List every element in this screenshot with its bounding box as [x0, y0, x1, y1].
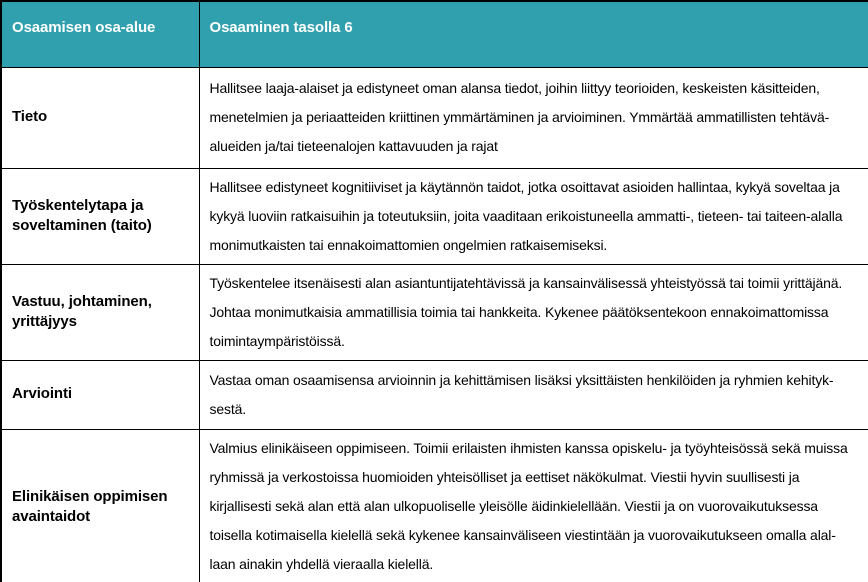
header-cell-level-6: Osaaminen tasolla 6: [199, 1, 868, 67]
header-row: [1, 1, 868, 67]
row-description-vastuu: Työskentelee itsenäisesti alan asiantuntijatehtävissä ja kansainvälisessä yhteistyössä tai toimii yrittäjänä. Johtaa monimutkaisia ammatillisia toimia tai hankkeita. Kykenee päätöksentekoon ennakoimattomissa toimintaympäristöissä.: [199, 264, 868, 360]
header-cell-competence-area: Osaamisen osa-alue: [1, 1, 199, 67]
row-description-arviointi: Vastaa oman osaamisensa arvioinnin ja kehittämisen lisäksi yksittäisten henkilöiden ja ryhmien kehityk-sestä.: [199, 360, 868, 429]
row-label-tyoskentelytapa: Työskentelytapa ja soveltaminen (taito): [1, 168, 199, 264]
row-label-vastuu: Vastuu, johtaminen, yrittäjyys: [1, 264, 199, 360]
table-row-arviointi: [1, 360, 868, 429]
table-row-vastuu: [1, 264, 868, 360]
row-description-tyoskentelytapa: Hallitsee edistyneet kognitiiviset ja käytännön taidot, jotka osoittavat asioiden hallintaa, kykyä soveltaa ja kykyä luoviin ratkaisuihin ja toteutuksiin, joita vaaditaan erikoistuneella ammatti-, tieteen- tai taiteen-alalla monimutkaisten tai ennakoimattomien ongelmien ratkaisemiseksi.: [199, 168, 868, 264]
row-label-elinikainen: Elinikäisen oppimisen avaintaidot: [1, 429, 199, 582]
row-description-tieto: Hallitsee laaja-alaiset ja edistyneet oman alansa tiedot, joihin liittyy teorioiden, keskeisten käsitteiden, menetelmien ja periaatteiden kriittinen ymmärtäminen ja arvioiminen. Ymmärtää ammatillisten tehtävä-alueiden ja/tai tieteenalojen kattavuuden ja rajat: [199, 67, 868, 168]
row-label-arviointi: Arviointi: [1, 360, 199, 429]
row-description-elinikainen: Valmius elinikäiseen oppimiseen. Toimii erilaisten ihmisten kanssa opiskelu- ja työyhteisössä sekä muissa ryhmissä ja verkostoissa huomioiden yhteisölliset ja eettiset näkökulmat. Viestii hyvin suullisesti ja kirjallisesti sekä alan että alan ulkopuoliselle yleisölle äidinkielellään. Viestii ja on vuorovaikutuksessa toisella kotimaisella kielellä sekä kykenee kansainväliseen viestintään ja vuorovaikutukseen omalla alal-laan ainakin yhdellä vieraalla kielellä.: [199, 429, 868, 582]
table-row-tieto: [1, 67, 868, 168]
row-label-tieto: Tieto: [1, 67, 199, 168]
table-row-elinikainen: [1, 429, 868, 582]
table-row-tyoskentelytapa: [1, 168, 868, 264]
